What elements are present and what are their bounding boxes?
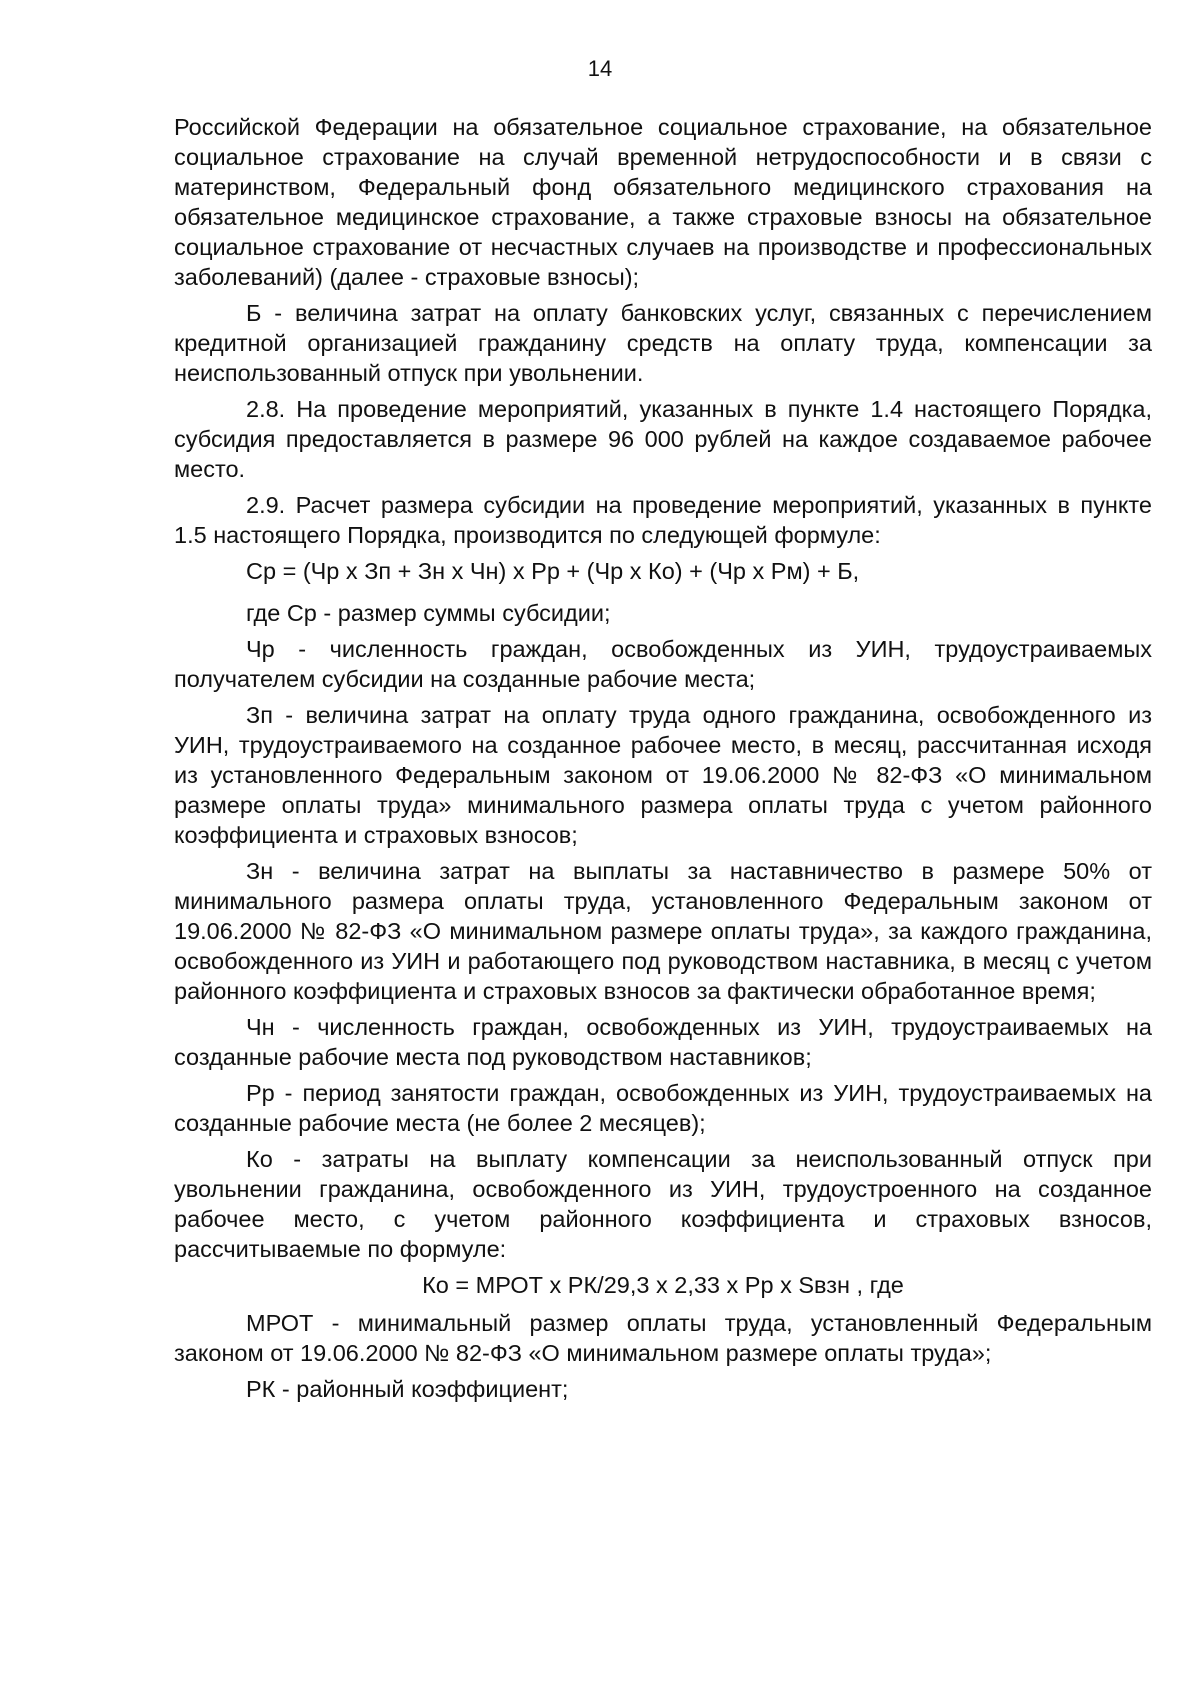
definition-ko: Ко - затраты на выплату компенсации за неиспользованный отпуск при увольнении гражданина, освобожденного из УИН, трудоустроенного на созданное рабочее место, с учетом районного коэффициента и страховых взносов, рассчитываемые по формуле:	[174, 1146, 1152, 1262]
definition-chn: Чн - численность граждан, освобожденных из УИН, трудоустраиваемых на созданные рабочие места под руководством наставников;	[174, 1014, 1152, 1070]
paragraph-insurance-contributions: Российской Федерации на обязательное социальное страхование, на обязательное социальное страхование на случай временной нетрудоспособности и в связи с материнством, Федеральный фонд обязательного медицинского страхования на обязательное медицинское страхование, а также страховые взносы на обязательное социальное страхование от несчастных случаев на производстве и профессиональных заболеваний) (далее - страховые взносы);	[174, 114, 1152, 290]
definition-sr: где Ср - размер суммы субсидии;	[246, 600, 611, 626]
definition-chr: Чр - численность граждан, освобожденных из УИН, трудоустраиваемых получателем субсидии на созданные рабочие места;	[174, 636, 1152, 692]
formula-ko: Ко = МРОТ х РК/29,3 х 2,33 х Рр х Sвзн , где	[422, 1272, 904, 1298]
definition-zp: Зп - величина затрат на оплату труда одного гражданина, освобожденного из УИН, трудоустраиваемого на созданное рабочее место, в месяц, рассчитанная исходя из установленного Федеральным законом от 19.06.2000 № 82-ФЗ «О минимальном размере оплаты труда» минимального размера оплаты труда с учетом районного коэффициента и страховых взносов;	[174, 702, 1152, 848]
paragraph-bank-costs: Б - величина затрат на оплату банковских услуг, связанных с перечислением кредитной организацией гражданину средств на оплату труда, компенсации за неиспользованный отпуск при увольнении.	[174, 300, 1152, 386]
paragraph-2-9: 2.9. Расчет размера субсидии на проведение мероприятий, указанных в пункте 1.5 настоящего Порядка, производится по следующей формуле:	[174, 492, 1152, 548]
page-number: 14	[587, 56, 613, 81]
formula-subsidy: Ср = (Чр х Зп + Зн х Чн) х Рр + (Чр х Ко) + (Чр х Рм) + Б,	[246, 558, 860, 584]
paragraph-2-8: 2.8. На проведение мероприятий, указанных в пункте 1.4 настоящего Порядка, субсидия предоставляется в размере 96 000 рублей на каждое создаваемое рабочее место.	[174, 396, 1152, 482]
document-body	[174, 112, 1152, 1410]
definition-zn: Зн - величина затрат на выплаты за наставничество в размере 50% от минимального размера оплаты труда, установленного Федеральным законом от 19.06.2000 № 82-ФЗ «О минимальном размере оплаты труда», за каждого гражданина, освобожденного из УИН и работающего под руководством наставника, в месяц с учетом районного коэффициента и страховых взносов за фактически обработанное время;	[174, 858, 1152, 1004]
definition-rk: РК - районный коэффициент;	[246, 1376, 569, 1402]
definition-rr: Рр - период занятости граждан, освобожденных из УИН, трудоустраиваемых на созданные рабочие места (не более 2 месяцев);	[174, 1080, 1152, 1136]
definition-mrot: МРОТ - минимальный размер оплаты труда, установленный Федеральным законом от 19.06.2000 № 82-ФЗ «О минимальном размере оплаты труда»;	[174, 1310, 1152, 1366]
